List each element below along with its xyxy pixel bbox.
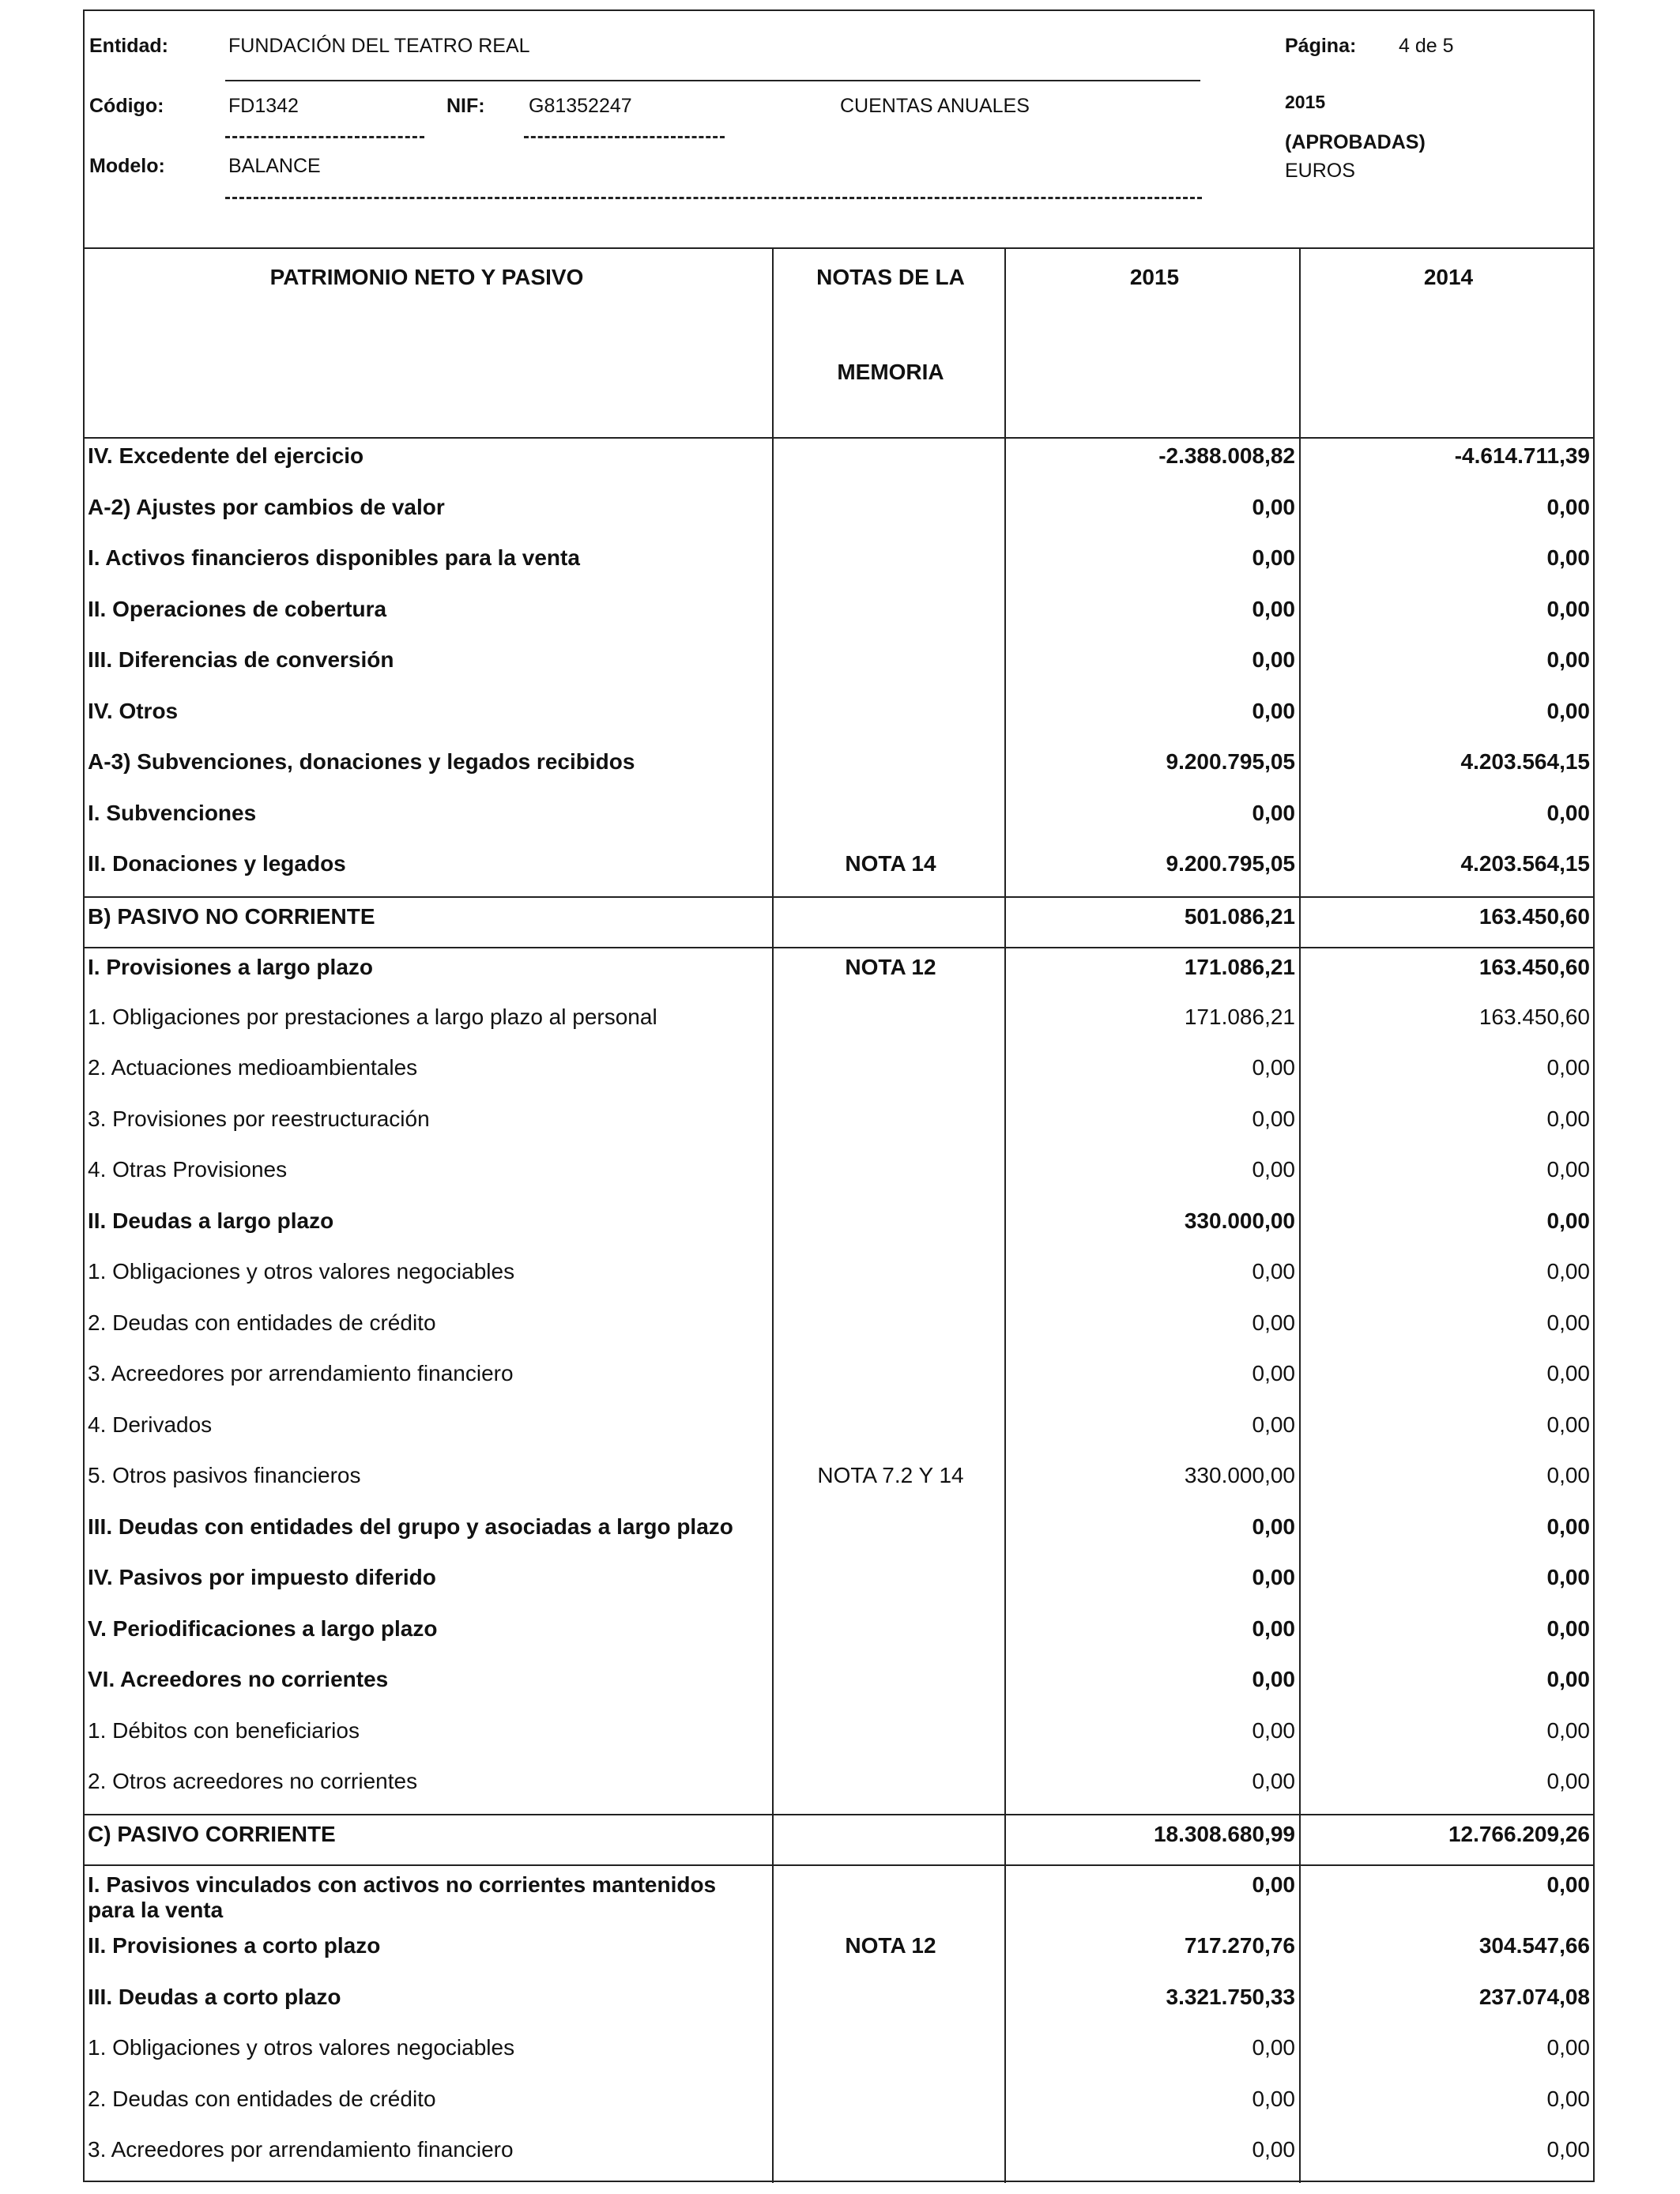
row-concept: B) PASIVO NO CORRIENTE — [88, 903, 375, 929]
row-value-2014: 0,00 — [1546, 647, 1590, 672]
row-value-2015: 9.200.795,05 — [1166, 749, 1295, 774]
row-concept: I. Provisiones a largo plazo — [88, 955, 373, 979]
row-value-2015: 3.321.750,33 — [1166, 1984, 1295, 2009]
row-value-2015: 717.270,76 — [1184, 1933, 1295, 1958]
row-value-2014: 0,00 — [1546, 1717, 1590, 1743]
column-header-notas-line1: NOTAS DE LA — [816, 265, 965, 289]
codigo-dashline — [225, 136, 424, 138]
nif-value: G81352247 — [529, 95, 632, 117]
row-value-2014: 0,00 — [1546, 1463, 1590, 1487]
row-value-2015: 0,00 — [1252, 647, 1295, 672]
entidad-label: Entidad: — [89, 35, 168, 57]
row-value-2014: 0,00 — [1546, 1769, 1590, 1793]
table-row — [83, 947, 1595, 979]
row-value-2014: 0,00 — [1546, 698, 1590, 723]
row-value-2015: 0,00 — [1252, 1615, 1295, 1641]
row-value-2014: 0,00 — [1546, 1208, 1590, 1233]
row-concept: 1. Obligaciones y otros valores negociables — [88, 1259, 515, 1284]
row-nota: NOTA 12 — [845, 1933, 936, 1958]
row-value-2014: 0,00 — [1546, 1157, 1590, 1182]
column-header-2015: 2015 — [1129, 265, 1180, 289]
entidad-value: FUNDACIÓN DEL TEATRO REAL — [228, 35, 530, 57]
row-concept: IV. Excedente del ejercicio — [88, 443, 364, 468]
row-concept: VI. Acreedores no corrientes — [88, 1667, 389, 1691]
row-value-2015: 9.200.795,05 — [1166, 851, 1295, 876]
row-value-2014: 0,00 — [1546, 1565, 1590, 1589]
row-value-2014: 0,00 — [1546, 2035, 1590, 2060]
row-value-2015: 0,00 — [1252, 1055, 1295, 1080]
row-value-2015: 0,00 — [1252, 800, 1295, 825]
row-value-2015: 0,00 — [1252, 698, 1295, 723]
row-value-2015: 0,00 — [1252, 1157, 1295, 1182]
column-divider-1 — [772, 247, 774, 2183]
row-value-2015: 0,00 — [1252, 1717, 1295, 1743]
row-value-2015: 0,00 — [1252, 1361, 1295, 1385]
row-nota: NOTA 7.2 Y 14 — [817, 1463, 964, 1487]
row-value-2015: 501.086,21 — [1184, 903, 1295, 929]
row-value-2015: 0,00 — [1252, 494, 1295, 519]
approval-status: (APROBADAS) — [1285, 131, 1426, 153]
row-value-2015: 330.000,00 — [1184, 1208, 1295, 1233]
row-value-2015: 18.308.680,99 — [1153, 1821, 1295, 1846]
row-value-2015: 171.086,21 — [1184, 955, 1295, 979]
pagina-label: Página: — [1285, 35, 1357, 57]
row-concept: 1. Obligaciones y otros valores negociables — [88, 2035, 515, 2060]
modelo-label: Modelo: — [89, 155, 165, 177]
nif-label: NIF: — [446, 95, 485, 117]
row-value-2014: 12.766.209,26 — [1448, 1821, 1590, 1846]
row-value-2015: 0,00 — [1252, 1259, 1295, 1284]
row-concept: 1. Obligaciones por prestaciones a largo plazo al personal — [88, 1004, 657, 1029]
column-header-2014: 2014 — [1423, 265, 1474, 289]
row-value-2014: 4.203.564,15 — [1460, 851, 1590, 876]
row-value-2014: 0,00 — [1546, 2137, 1590, 2162]
table-row — [83, 1864, 1595, 1922]
table-row — [83, 1814, 1595, 1846]
row-concept: A-2) Ajustes por cambios de valor — [88, 494, 445, 519]
codigo-value: FD1342 — [228, 95, 299, 117]
row-value-2014: 0,00 — [1546, 1310, 1590, 1335]
row-value-2014: 0,00 — [1546, 1615, 1590, 1641]
row-value-2015: 0,00 — [1252, 2086, 1295, 2111]
row-concept: 1. Débitos con beneficiarios — [88, 1717, 360, 1743]
row-value-2014: 163.450,60 — [1478, 955, 1590, 979]
nif-dashline — [524, 136, 725, 138]
row-concept: II. Operaciones de cobertura — [88, 596, 387, 621]
row-concept: 3. Acreedores por arrendamiento financiero — [88, 1361, 514, 1385]
row-concept: 5. Otros pasivos financieros — [88, 1463, 361, 1487]
balance-sheet-page — [83, 9, 1595, 2182]
row-concept: V. Periodificaciones a largo plazo — [88, 1615, 438, 1641]
column-divider-2 — [1004, 247, 1006, 2183]
row-concept: C) PASIVO CORRIENTE — [88, 1821, 336, 1846]
row-value-2014: 0,00 — [1546, 2086, 1590, 2111]
row-concept: II. Donaciones y legados — [88, 851, 346, 876]
row-nota: NOTA 14 — [845, 851, 936, 876]
row-value-2014: 0,00 — [1546, 1514, 1590, 1539]
modelo-value: BALANCE — [228, 155, 321, 177]
row-value-2014: 0,00 — [1546, 545, 1590, 570]
row-value-2014: 0,00 — [1546, 1872, 1590, 1897]
row-concept: I. Pasivos vinculados con activos no corrientes mantenidos para la venta — [88, 1872, 717, 1922]
row-value-2014: 0,00 — [1546, 1055, 1590, 1080]
row-nota: NOTA 12 — [845, 955, 936, 979]
row-concept: I. Subvenciones — [88, 800, 257, 825]
row-value-2014: 0,00 — [1546, 1259, 1590, 1284]
row-value-2015: -2.388.008,82 — [1158, 443, 1295, 468]
pagina-value: 4 de 5 — [1399, 35, 1454, 57]
table-row — [83, 896, 1595, 929]
row-concept: II. Deudas a largo plazo — [88, 1208, 334, 1233]
header-bottom-border — [83, 437, 1595, 439]
row-value-2015: 0,00 — [1252, 1565, 1295, 1589]
row-value-2014: 163.450,60 — [1478, 903, 1590, 929]
row-concept: 2. Deudas con entidades de crédito — [88, 1310, 436, 1335]
row-value-2014: -4.614.711,39 — [1454, 443, 1590, 468]
row-concept: III. Deudas con entidades del grupo y asociadas a largo plazo — [88, 1514, 733, 1539]
row-value-2014: 163.450,60 — [1478, 1004, 1590, 1029]
row-value-2014: 0,00 — [1546, 1667, 1590, 1691]
row-concept: 2. Actuaciones medioambientales — [88, 1055, 418, 1080]
row-concept: III. Deudas a corto plazo — [88, 1984, 341, 2009]
entidad-underline — [225, 80, 1200, 81]
row-value-2015: 330.000,00 — [1184, 1463, 1295, 1487]
row-value-2015: 171.086,21 — [1184, 1004, 1295, 1029]
row-value-2015: 0,00 — [1252, 1667, 1295, 1691]
row-value-2014: 0,00 — [1546, 1361, 1590, 1385]
row-concept: 2. Deudas con entidades de crédito — [88, 2086, 436, 2111]
modelo-dashline — [225, 197, 1202, 199]
row-value-2014: 0,00 — [1546, 1106, 1590, 1131]
row-value-2014: 0,00 — [1546, 1412, 1590, 1437]
row-value-2014: 0,00 — [1546, 494, 1590, 519]
row-value-2015: 0,00 — [1252, 1310, 1295, 1335]
row-value-2015: 0,00 — [1252, 1872, 1295, 1897]
row-value-2015: 0,00 — [1252, 1106, 1295, 1131]
row-value-2014: 4.203.564,15 — [1460, 749, 1590, 774]
row-concept: IV. Pasivos por impuesto diferido — [88, 1565, 436, 1589]
row-concept: IV. Otros — [88, 698, 179, 723]
row-value-2015: 0,00 — [1252, 1412, 1295, 1437]
row-value-2014: 0,00 — [1546, 596, 1590, 621]
row-value-2015: 0,00 — [1252, 1769, 1295, 1793]
row-value-2015: 0,00 — [1252, 2137, 1295, 2162]
row-value-2014: 237.074,08 — [1478, 1984, 1590, 2009]
row-concept: 2. Otros acreedores no corrientes — [88, 1769, 418, 1793]
year-label: 2015 — [1285, 92, 1326, 112]
row-value-2015: 0,00 — [1252, 545, 1295, 570]
row-concept: III. Diferencias de conversión — [88, 647, 394, 672]
row-concept: 4. Otras Provisiones — [88, 1157, 288, 1182]
row-concept: 4. Derivados — [88, 1412, 213, 1437]
row-concept: A-3) Subvenciones, donaciones y legados recibidos — [88, 749, 635, 774]
column-header-concept: PATRIMONIO NETO Y PASIVO — [269, 265, 584, 289]
document-type: CUENTAS ANUALES — [840, 95, 1030, 117]
column-header-notas-line2: MEMORIA — [837, 360, 944, 384]
row-concept: 3. Provisiones por reestructuración — [88, 1106, 430, 1131]
row-value-2015: 0,00 — [1252, 1514, 1295, 1539]
row-concept: 3. Acreedores por arrendamiento financiero — [88, 2137, 514, 2162]
row-concept: I. Activos financieros disponibles para la venta — [88, 545, 580, 570]
row-value-2014: 304.547,66 — [1478, 1933, 1590, 1958]
currency-label: EUROS — [1285, 160, 1355, 182]
table-top-border — [83, 247, 1595, 249]
row-value-2014: 0,00 — [1546, 800, 1590, 825]
row-value-2015: 0,00 — [1252, 596, 1295, 621]
codigo-label: Código: — [89, 95, 164, 117]
column-divider-3 — [1299, 247, 1301, 2183]
row-value-2015: 0,00 — [1252, 2035, 1295, 2060]
row-concept: II. Provisiones a corto plazo — [88, 1933, 381, 1958]
